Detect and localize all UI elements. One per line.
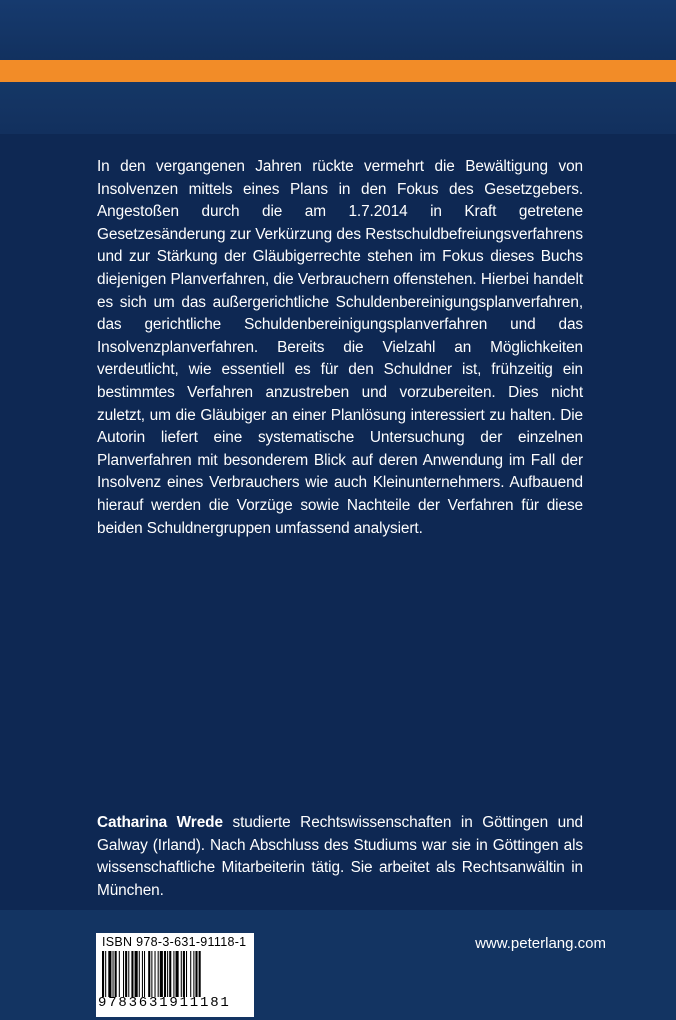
barcode-bar [151, 951, 152, 997]
barcode-bar [135, 951, 138, 997]
barcode-bar [181, 951, 182, 997]
barcode-bar [167, 951, 168, 997]
barcode-bar [125, 951, 127, 997]
barcode-bar [115, 951, 117, 997]
barcode-bar [123, 951, 124, 997]
publisher-url[interactable]: www.peterlang.com [475, 935, 606, 952]
barcode-bar [105, 951, 106, 997]
barcode-bar [155, 951, 156, 997]
barcode-bar [164, 951, 166, 997]
barcode-bar [190, 951, 191, 997]
header-band [0, 82, 676, 134]
barcode-bar [119, 951, 120, 997]
author-bio-text: studierte Rechtswissenschaften in Göttingen und Galway (Irland). Nach Abschluss des Studiums war sie in Göttingen als wissenschaftliche Mitarbeiterin tätig. Sie arbeitet als Rechtsanwältin in München. [97, 814, 583, 899]
barcode-bar [195, 951, 197, 997]
barcode-bar [158, 951, 159, 997]
isbn-barcode [96, 933, 254, 1017]
barcode-bar [142, 951, 143, 997]
barcode-bar [144, 951, 145, 997]
barcode-bar [128, 951, 129, 997]
barcode-bar [176, 951, 179, 997]
accent-stripe [0, 60, 676, 82]
barcode-bar [131, 951, 133, 997]
barcode-bar [108, 951, 111, 997]
barcode-bar [169, 951, 171, 997]
barcode-bar [193, 951, 194, 997]
book-blurb: In den vergangenen Jahren rückte vermehrt die Bewältigung von Insolvenzen mittels eines Plans in den Fokus des Gesetzgebers. Angestoßen durch die am 1.7.2014 in Kraft getretene Gesetzesänderung zur Verkürzung des Restschuldbefreiungsverfahrens und zur Stärkung der Gläubigerrechte stehen im Fokus dieses Buchs diejenigen Planverfahren, die Verbrauchern offenstehen. Hierbei handelt es sich um das außergerichtliche Schuldenbereinigungsplanverfahren, das gerichtliche Schuldenbereinigungsplanverfahren und das Insolvenzplanverfahren. Bereits die Vielzahl an Möglichkeiten verdeutlicht, wie essentiell es für den Schuldner ist, frühzeitig ein bestimmtes Verfahren anzustreben und vorzubereiten. Dies nicht zuletzt, um die Gläubiger an einer Planlösung interessiert zu halten. Die Autorin liefert eine systematische Untersuchung der einzelnen Planverfahren mit besonderem Blick auf deren Anwendung im Fall der Insolvenz eines Verbrauchers wie auch Kleinunternehmers. Aufbauend hierauf werden die Vorzüge sowie Nachteile der Verfahren für diese beiden Schuldnergruppen umfassend analysiert. [97, 158, 583, 537]
barcode-bar [183, 951, 185, 997]
author-name: Catharina Wrede [97, 814, 223, 831]
barcode-bar [173, 951, 174, 997]
barcode-bars [102, 951, 248, 997]
barcode-bar [186, 951, 187, 997]
barcode-bar [199, 951, 201, 997]
barcode-bar [148, 951, 150, 997]
top-band [0, 0, 676, 60]
barcode-bar [139, 951, 140, 997]
barcode-bar [102, 951, 104, 997]
barcode-bar [160, 951, 163, 997]
author-bio [97, 812, 583, 902]
isbn-label: ISBN 978-3-631-91118-1 [102, 935, 247, 949]
ean-digits: 9783631911181 [98, 995, 231, 1011]
barcode-bar [113, 951, 114, 997]
